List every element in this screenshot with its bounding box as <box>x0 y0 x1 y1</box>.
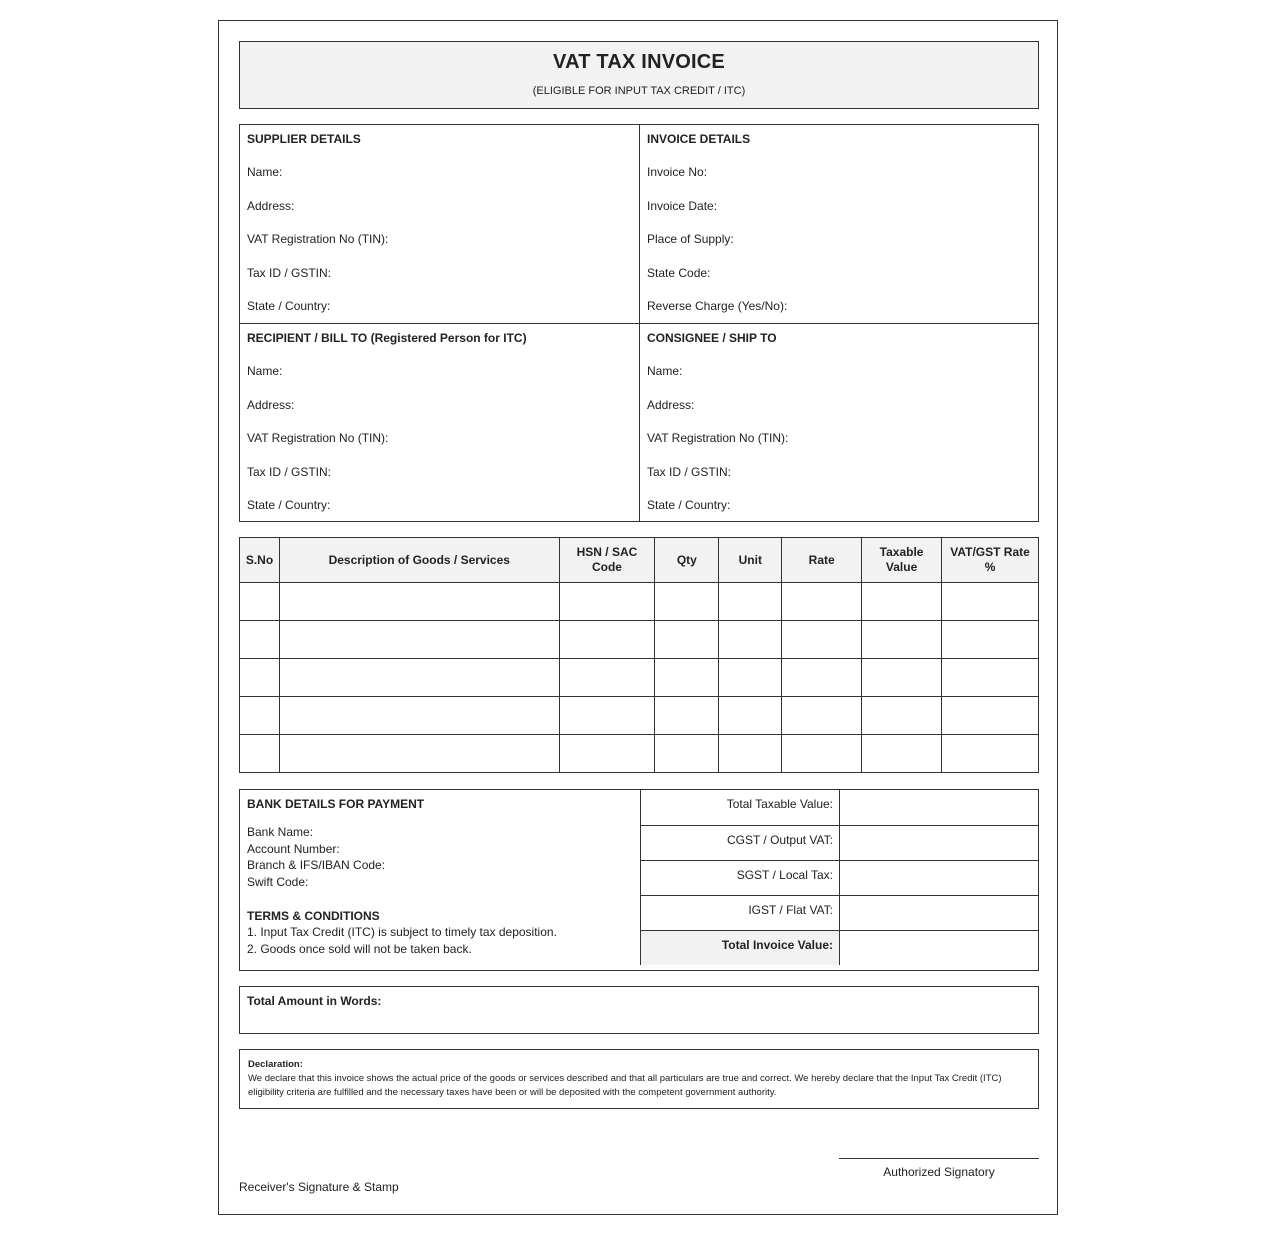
amount-in-words-label: Total Amount in Words: <box>247 994 382 1008</box>
items-table <box>239 537 1039 773</box>
state-code-label: State Code: <box>647 265 711 280</box>
col-taxable-line1: Taxable <box>879 545 924 559</box>
cell-sno[interactable] <box>240 621 280 659</box>
supplier-vat-label: VAT Registration No (TIN): <box>247 232 389 247</box>
consignee-heading: CONSIGNEE / SHIP TO <box>647 331 777 345</box>
col-rate: Rate <box>782 538 862 583</box>
cell-description[interactable] <box>279 583 559 621</box>
col-taxable-line2: Value <box>885 560 918 574</box>
col-vat-line2: % <box>984 560 996 574</box>
col-qty: Qty <box>655 538 719 583</box>
supplier-address-label: Address: <box>247 198 295 213</box>
cell-rate[interactable] <box>782 659 862 697</box>
payment-totals-section <box>239 789 1039 971</box>
cell-sno[interactable] <box>240 735 280 773</box>
cell-qty[interactable] <box>655 583 719 621</box>
col-sno: S.No <box>240 538 280 583</box>
cgst-value[interactable] <box>840 825 1039 860</box>
sgst-value[interactable] <box>840 860 1039 895</box>
cell-unit[interactable] <box>719 697 782 735</box>
swift-code-label: Swift Code: <box>247 874 309 889</box>
cell-sno[interactable] <box>240 697 280 735</box>
cell-rate[interactable] <box>782 621 862 659</box>
bank-name-label: Bank Name: <box>247 825 314 839</box>
declaration-box <box>239 1049 1039 1109</box>
cell-unit[interactable] <box>719 583 782 621</box>
cell-description[interactable] <box>279 735 559 773</box>
invoice-subtitle: (ELIGIBLE FOR INPUT TAX CREDIT / ITC) <box>532 85 746 97</box>
cell-description[interactable] <box>279 659 559 697</box>
declaration-heading: Declaration: <box>248 1059 303 1070</box>
sgst-label: SGST / Local Tax: <box>641 860 840 895</box>
cell-description[interactable] <box>279 621 559 659</box>
supplier-details <box>240 125 639 323</box>
consignee-details <box>639 323 1038 521</box>
col-hsn <box>559 538 655 583</box>
col-vat-line1: VAT/GST Rate <box>950 545 1030 559</box>
invoice-details-heading: INVOICE DETAILS <box>647 132 751 146</box>
cell-vat-rate[interactable] <box>942 659 1039 697</box>
cell-taxable[interactable] <box>862 735 942 773</box>
reverse-charge-label: Reverse Charge (Yes/No): <box>647 299 788 314</box>
cell-vat-rate[interactable] <box>942 697 1039 735</box>
invoice-title: VAT TAX INVOICE <box>553 51 725 73</box>
cell-qty[interactable] <box>655 659 719 697</box>
cell-taxable[interactable] <box>862 697 942 735</box>
cell-hsn[interactable] <box>559 735 655 773</box>
receiver-signature: Receiver's Signature & Stamp <box>239 1180 399 1194</box>
cell-vat-rate[interactable] <box>942 583 1039 621</box>
igst-label: IGST / Flat VAT: <box>641 895 840 930</box>
invoice-page <box>218 20 1058 1215</box>
col-hsn-line2: Code <box>591 560 622 574</box>
table-row <box>240 735 1039 773</box>
total-taxable-label: Total Taxable Value: <box>641 790 840 825</box>
consignee-state-label: State / Country: <box>647 498 731 513</box>
recipient-details <box>240 323 639 521</box>
recipient-name-label: Name: <box>247 364 283 378</box>
terms-item-2: 2. Goods once sold will not be taken back. <box>247 941 472 956</box>
cell-qty[interactable] <box>655 735 719 773</box>
cgst-label: CGST / Output VAT: <box>641 825 840 860</box>
place-of-supply-label: Place of Supply: <box>647 232 734 247</box>
col-hsn-line1: HSN / SAC <box>576 545 638 559</box>
cell-qty[interactable] <box>655 697 719 735</box>
totals-table <box>640 790 1038 965</box>
cell-hsn[interactable] <box>559 659 655 697</box>
cell-rate[interactable] <box>782 735 862 773</box>
invoice-total-label: Total Invoice Value: <box>641 930 840 965</box>
col-unit: Unit <box>719 538 782 583</box>
cgst-row <box>641 825 1039 860</box>
invoice-date-label: Invoice Date: <box>647 198 718 213</box>
col-description: Description of Goods / Services <box>279 538 559 583</box>
cell-vat-rate[interactable] <box>942 621 1039 659</box>
cell-taxable[interactable] <box>862 621 942 659</box>
igst-row <box>641 895 1039 930</box>
invoice-total-row <box>641 930 1039 965</box>
table-row <box>240 697 1039 735</box>
invoice-total-value[interactable] <box>840 930 1039 965</box>
recipient-address-label: Address: <box>247 397 295 412</box>
recipient-vat-label: VAT Registration No (TIN): <box>247 431 389 446</box>
bank-details <box>240 790 640 970</box>
party-details-grid <box>239 124 1039 522</box>
cell-unit[interactable] <box>719 621 782 659</box>
cell-qty[interactable] <box>655 621 719 659</box>
col-taxable <box>862 538 942 583</box>
invoice-details <box>639 125 1038 323</box>
total-taxable-row <box>641 790 1039 825</box>
invoice-header <box>239 41 1039 109</box>
terms-heading: TERMS & CONDITIONS <box>247 909 380 923</box>
cell-hsn[interactable] <box>559 583 655 621</box>
bank-heading: BANK DETAILS FOR PAYMENT <box>247 797 425 811</box>
consignee-vat-label: VAT Registration No (TIN): <box>647 431 789 446</box>
supplier-name-label: Name: <box>247 165 283 179</box>
cell-hsn[interactable] <box>559 621 655 659</box>
sgst-row <box>641 860 1039 895</box>
table-row <box>240 583 1039 621</box>
recipient-state-label: State / Country: <box>247 498 331 513</box>
col-vat-rate <box>942 538 1039 583</box>
cell-unit[interactable] <box>719 659 782 697</box>
cell-rate[interactable] <box>782 583 862 621</box>
cell-unit[interactable] <box>719 735 782 773</box>
cell-vat-rate[interactable] <box>942 735 1039 773</box>
table-row <box>240 659 1039 697</box>
recipient-taxid-label: Tax ID / GSTIN: <box>247 464 332 479</box>
authorized-signatory: Authorized Signatory <box>839 1158 1039 1179</box>
invoice-no-label: Invoice No: <box>647 165 708 179</box>
cell-description[interactable] <box>279 697 559 735</box>
total-taxable-value[interactable] <box>840 790 1039 825</box>
branch-code-label: Branch & IFS/IBAN Code: <box>247 858 386 872</box>
supplier-state-label: State / Country: <box>247 299 331 314</box>
recipient-heading: RECIPIENT / BILL TO (Registered Person for ITC) <box>247 331 527 345</box>
igst-value[interactable] <box>840 895 1039 930</box>
cell-hsn[interactable] <box>559 697 655 735</box>
cell-taxable[interactable] <box>862 583 942 621</box>
consignee-address-label: Address: <box>647 397 695 412</box>
consignee-name-label: Name: <box>647 364 683 378</box>
supplier-taxid-label: Tax ID / GSTIN: <box>247 265 332 280</box>
terms-item-1: 1. Input Tax Credit (ITC) is subject to timely tax deposition. <box>247 925 557 939</box>
cell-sno[interactable] <box>240 659 280 697</box>
supplier-heading: SUPPLIER DETAILS <box>247 132 361 146</box>
account-number-label: Account Number: <box>247 841 340 856</box>
items-header-row <box>240 538 1039 583</box>
amount-in-words <box>239 986 1039 1034</box>
consignee-taxid-label: Tax ID / GSTIN: <box>647 464 732 479</box>
cell-rate[interactable] <box>782 697 862 735</box>
cell-sno[interactable] <box>240 583 280 621</box>
table-row <box>240 621 1039 659</box>
cell-taxable[interactable] <box>862 659 942 697</box>
declaration-text: We declare that this invoice shows the actual price of the goods or services described and that all particulars are true and correct. We hereby declare that the Input Tax Credit (ITC) eligibility criteria are fulfilled and the necessary taxes have been or will be deposited with the competent government authority. <box>248 1073 1002 1098</box>
